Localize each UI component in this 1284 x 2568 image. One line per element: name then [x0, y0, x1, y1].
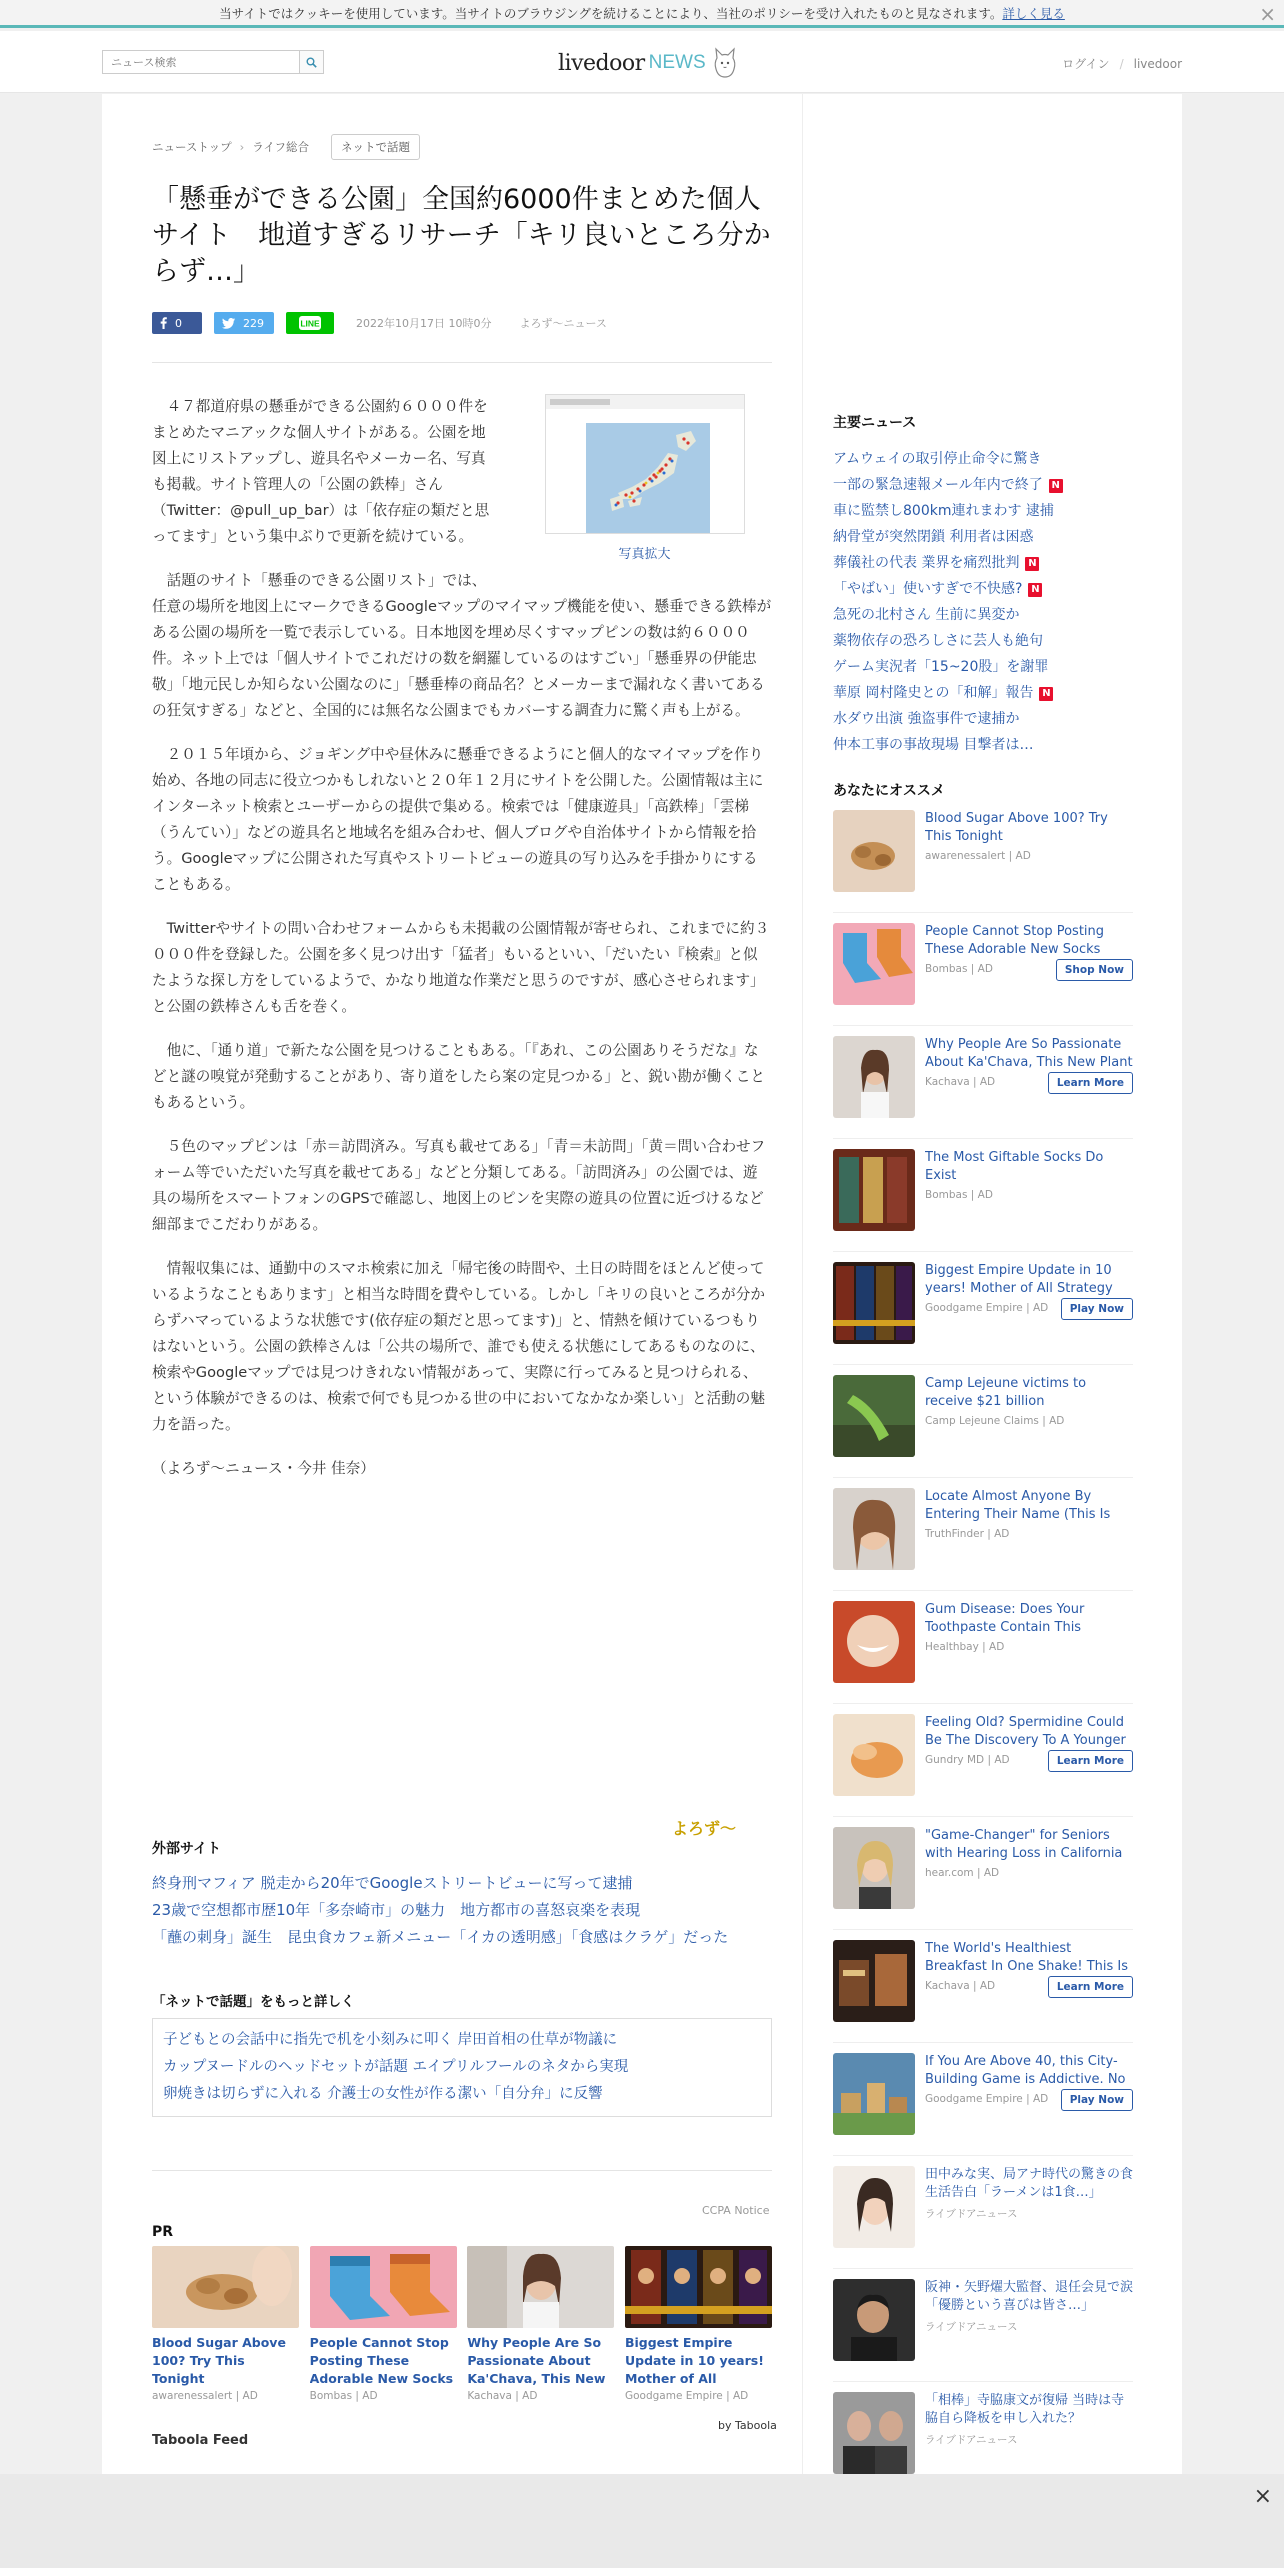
recommend-item[interactable] [833, 2156, 1133, 2269]
recommend-thumbnail[interactable] [833, 1036, 915, 1118]
main-news-item[interactable] [833, 706, 1153, 732]
recommend-title[interactable]: "Game-Changer" for Seniors with Hearing Loss in California [925, 1828, 1123, 1861]
facebook-icon [160, 317, 167, 329]
recommend-thumbnail[interactable] [833, 2279, 915, 2361]
recommend-source: TruthFinder | AD [925, 1528, 1010, 1540]
recommend-thumbnail[interactable] [833, 1714, 915, 1796]
recommend-item[interactable] [833, 1139, 1133, 1252]
article-paragraph: ５色のマップピンは「赤＝訪問済み。写真も載せてある」「青＝未訪問」「黄＝問い合わせフォーム等でいただいた写真を載せてある」などと分類してある。「訪問済み」の公園では、遊具の場所をスマートフォンのGPSで確認し、地図上のピンを実際の遊具の位置に近づけるなど細部までこだわりがある。 [152, 1138, 766, 1233]
recommend-cta-button[interactable]: Learn More [1048, 1072, 1133, 1094]
main-news-text: 薬物依存の恐ろしさに芸人も絶句 [833, 633, 1043, 649]
divider [152, 362, 772, 363]
main-news-item[interactable] [833, 498, 1153, 524]
more-link[interactable]: 卵焼きは切らずに入れる 介護士の女性が作る潔い「自分弁」に反響 [163, 2086, 603, 2102]
main-news-item[interactable] [833, 680, 1153, 706]
recommend-cta-button[interactable]: Play Now [1061, 2089, 1133, 2111]
main-news-item[interactable] [833, 732, 1153, 758]
recommend-item[interactable] [833, 1478, 1133, 1591]
recommend-item[interactable] [833, 2043, 1133, 2156]
livedoor-link[interactable]: livedoor [1133, 57, 1182, 71]
pr-card-title[interactable]: Why People Are So Passionate About Ka'Chava, This New [467, 2335, 606, 2386]
external-sites-heading: 外部サイト [152, 1841, 222, 1857]
search-button[interactable] [299, 51, 323, 73]
logo-news: NEWS [648, 52, 706, 73]
article-paragraph: Twitterやサイトの問い合わせフォームからも未掲載の公園情報が寄せられ、これまでに約３０００件を登録した。公園を多く見つけ出す「猛者」もいるといい、「だいたい『検索』と似たような探し方をしているようで、かなり地道な作業だと思うのですが、感心させられます」と公園の鉄棒さんも舌を巻く。 [152, 920, 770, 1015]
twitter-share-button[interactable] [214, 312, 274, 334]
recommend-source: Bombas | AD [925, 963, 993, 975]
main-news-text: ゲーム実況者「15~20股」を謝罪 [833, 659, 1049, 675]
recommend-source: awarenessalert | AD [925, 850, 1031, 862]
svg-text:LINE: LINE [300, 318, 320, 329]
more-link[interactable]: カップヌードルのヘッドセットが話題 エイプリルフールのネタから実現 [163, 2059, 629, 2075]
search-icon [306, 57, 317, 68]
pr-image-empire [625, 2246, 772, 2328]
main-news-item[interactable] [833, 654, 1153, 680]
recommend-item[interactable] [833, 1591, 1133, 1704]
recommend-thumbnail[interactable] [833, 2392, 915, 2474]
recommend-source: Kachava | AD [925, 1980, 996, 1992]
main-news-item[interactable] [833, 602, 1153, 628]
new-badge: N [1039, 687, 1053, 701]
pr-card-source: Goodgame Empire | AD [624, 2390, 749, 2402]
recommend-cta-button[interactable]: Learn More [1048, 1976, 1133, 1998]
share-bar [152, 312, 607, 334]
new-badge: N [1049, 479, 1063, 493]
recommend-thumbnail[interactable] [833, 810, 915, 892]
external-link[interactable]: 「蘸の刺身」誕生 昆虫食カフェ新メニュー「イカの透明感」「食感はクラゲ」だった [152, 1928, 729, 1946]
recommend-title[interactable]: Locate Almost Anyone By Entering Their Name (This Is [925, 1489, 1111, 1522]
recommend-source: ライブドアニュース [925, 2208, 1018, 2220]
article-paragraph: 話題のサイト「懸垂のできる公園リスト」では、任意の場所を地図上にマークできるGoogleマップのマイマップ機能を使い、懸垂できる鉄棒がある公園の場所を一覧で表示している。日本地図を埋め尽くすマップピンの数は約６０００件。ネット上では「個人サイトでこれだけの数を網羅しているのはすごい」「懸垂界の伊能忠敬」「地元民しか知らない公園なのに」「懸垂棒の商品名？とメーカーまで漏れなく書いてあるの狂気すぎる」などと、全国的には無名な公園までもカバーする調査力に驚く声も上がる。 [152, 572, 772, 719]
article-source: よろず～ニュース [519, 317, 607, 330]
recommend-list [833, 800, 1133, 2495]
recommend-cta-button[interactable]: Play Now [1061, 1298, 1133, 1320]
recommend-thumbnail[interactable] [833, 1940, 915, 2022]
search-input[interactable] [103, 51, 299, 73]
breadcrumb-life[interactable]: ライフ総合 [252, 140, 310, 154]
bottom-ad-bar [0, 2474, 1284, 2568]
recommend-source: Healthbay | AD [925, 1641, 1005, 1653]
more-heading: 「ネットで話題」をもっと詳しく [152, 1994, 355, 2010]
recommend-thumbnail[interactable] [833, 2166, 915, 2248]
main-news-heading: 主要ニュース [833, 415, 917, 431]
recommend-thumbnail[interactable] [833, 1488, 915, 1570]
main-news-text: 「やばい」使いすぎで不快感? [833, 581, 1023, 597]
close-icon[interactable]: × [1253, 2484, 1272, 2509]
main-news-text: 華原 岡村隆史との「和解」報告 [833, 685, 1034, 701]
recommend-title[interactable]: People Cannot Stop Posting These Adorable New Socks [925, 924, 1105, 957]
recommend-thumbnail[interactable] [833, 2053, 915, 2135]
main-news-item[interactable] [833, 628, 1153, 654]
main-news-text: 水ダウ出演 強盗事件で逮捕か [833, 711, 1020, 727]
recommend-thumbnail[interactable] [833, 1601, 915, 1683]
pr-card[interactable] [467, 2246, 614, 2402]
cat-mascot-icon [712, 46, 738, 80]
yorozu-logo-text: よろず～ [672, 1819, 737, 1838]
japan-map-image [546, 395, 745, 534]
article-photo[interactable] [517, 394, 772, 568]
recommend-source: Goodgame Empire | AD [925, 1302, 1049, 1314]
photo-enlarge-link[interactable]: 写真拡大 [618, 547, 671, 562]
pr-image-nuts [152, 2246, 299, 2328]
content-wrapper [102, 94, 1182, 2474]
recommend-source: Kachava | AD [925, 1076, 996, 1088]
pr-card-title[interactable]: Blood Sugar Above 100? Try This Tonight [152, 2335, 286, 2386]
breadcrumb [152, 134, 420, 160]
logo-livedoor: livedoor [558, 50, 645, 76]
pr-card-source: awarenessalert | AD [152, 2390, 258, 2402]
main-news-item[interactable] [833, 446, 1153, 472]
article-paragraph: 情報収集には、通勤中のスマホ検索に加え「帰宅後の時間や、土日の時間をほとんど使っているようなこともあります」と相当な時間を費やしている。しかし「キリの良いところが分からずハマっているような状態です(依存症の類だと思ってます)」と、情熱を傾けているつもりはないという。公園の鉄棒さんは「公共の場所で、誰でも使える状態にしてあるものなのに、検索やGoogleマップでは見つけきれない情報があって、実際に行ってみると見つけられる、という体験ができるのは、検索で何でも見つかる世の中においてなかなか楽しい」と活動の魅力を語った。 [152, 1260, 765, 1433]
main-column [102, 94, 802, 2474]
recommend-item[interactable] [833, 1026, 1133, 1139]
cookie-details-link[interactable]: 詳しく見る [1002, 6, 1065, 21]
recommend-title[interactable]: Biggest Empire Update in 10 years! Mother of All Strategy [925, 1263, 1113, 1296]
recommend-title[interactable]: The World's Healthiest Breakfast In One Shake! This Is [925, 1941, 1128, 1974]
more-links-box [152, 2018, 772, 2117]
header-links [1062, 55, 1182, 72]
recommend-cta-button[interactable]: Learn More [1048, 1750, 1133, 1772]
by-taboola-link[interactable]: by Taboola [718, 2419, 777, 2432]
recommend-title[interactable]: Camp Lejeune victims to receive $21 billion [925, 1376, 1087, 1409]
article-credit: （よろず～ニュース・今井 佳奈） [152, 1460, 375, 1477]
facebook-share-button[interactable] [152, 312, 202, 334]
article-date: 2022年10月17日 10時0分 [356, 317, 492, 330]
recommend-title[interactable]: 「相棒」寺脇康文が復帰 当時は寺脇自ら降板を申し入れた？ [925, 2393, 1125, 2426]
recommend-title[interactable]: Blood Sugar Above 100? Try This Tonight [925, 811, 1108, 844]
breadcrumb-chevron-icon: › [239, 140, 245, 154]
article-body [152, 394, 772, 1500]
search-box [102, 50, 324, 74]
article-paragraph: 他に、「通り道」で新たな公園を見つけることもある。「『あれ、この公園ありそうだな』などと謎の嗅覚が発動することがあり、寄り道をしたら案の定見つかる」と、鋭い勘が働くこともあるという。 [152, 1042, 765, 1111]
recommend-title[interactable]: The Most Giftable Socks Do Exist [925, 1150, 1104, 1183]
cookie-banner [0, 0, 1284, 28]
recommend-thumbnail[interactable] [833, 1827, 915, 1909]
pr-heading: PR [152, 2224, 174, 2240]
login-link[interactable]: ログイン [1062, 57, 1110, 71]
main-news-text: 葬儀社の代表 業界を痛烈批判 [833, 555, 1020, 571]
breadcrumb-news-top[interactable]: ニューストップ [152, 140, 232, 154]
recommend-source: ライブドアニュース [925, 2434, 1018, 2446]
recommend-thumbnail[interactable] [833, 1375, 915, 1457]
recommend-source: hear.com | AD [925, 1867, 1000, 1879]
new-badge: N [1025, 557, 1039, 571]
pr-card-title[interactable]: People Cannot Stop Posting These Adorable New Socks [309, 2335, 454, 2386]
cookie-text: 当サイトではクッキーを使用しています。当サイトのブラウジングを続けることにより、当社のポリシーを受け入れたものと見なされます。 [219, 6, 1003, 21]
recommend-thumbnail[interactable] [833, 1262, 915, 1344]
recommend-title[interactable]: Why People Are So Passionate About Ka'Chava, This New Plant [925, 1037, 1133, 1070]
cookie-close-icon[interactable]: × [1259, 2, 1276, 26]
article-paragraph: ２０１５年頃から、ジョギング中や昼休みに懸垂できるようにと個人的なマイマップを作り始め、各地の同志に役立つかもしれないと２０年１２月にサイトを公開した。公園情報は主にインターネット検索とユーザーからの提供で集める。検索では「健康遊具」「高鉄棒」「雲梯（うんてい）」などの遊具名と地域名を組み合わせ、個人ブログや自治体サイトから情報を拾う。Googleマップに公開された写真やストリートビューの遊具の写り込みを手掛かりにすることもある。 [152, 746, 764, 893]
recommend-item[interactable] [833, 2269, 1133, 2382]
main-news-item[interactable] [833, 472, 1153, 498]
main-news-text: アムウェイの取引停止命令に驚き [833, 451, 1042, 467]
recommend-source: Camp Lejeune Claims | AD [925, 1415, 1065, 1427]
recommend-item[interactable] [833, 1365, 1133, 1478]
header-separator: / [1119, 57, 1124, 71]
sidebar [802, 94, 1182, 2474]
recommend-thumbnail[interactable] [833, 923, 915, 1005]
pr-card[interactable] [625, 2246, 772, 2402]
main-news-text: 車に監禁し800km連れまわす 逮捕 [833, 503, 1054, 519]
pr-card-source: Kachava | AD [467, 2390, 538, 2402]
recommend-title[interactable]: 阪神・矢野燿大監督、退任会見で涙「優勝という喜びは皆さ…」 [925, 2280, 1133, 2313]
external-links [152, 1870, 772, 1951]
facebook-count: 0 [175, 316, 182, 330]
recommend-title[interactable]: Feeling Old? Spermidine Could Be The Discovery To A Younger [925, 1715, 1126, 1748]
article-title: 「懸垂ができる公園」全国約6000件まとめた個人サイト 地道すぎるリサーチ「キリ良いところ分からず…」 [152, 184, 771, 287]
divider [152, 2170, 772, 2171]
recommend-source: Bombas | AD [925, 1189, 993, 1201]
main-news-text: 納骨堂が突然閉鎖 利用者は困惑 [833, 529, 1034, 545]
recommend-title[interactable]: Gum Disease: Does Your Toothpaste Contain This [925, 1602, 1085, 1635]
main-news-item[interactable] [833, 524, 1153, 550]
main-news-text: 急死の北村さん 生前に異変か [833, 607, 1020, 623]
recommend-title[interactable]: If You Are Above 40, this City-Building Game is Addictive. No [925, 2054, 1126, 2087]
pr-card[interactable] [152, 2246, 299, 2402]
taboola-feed-label: Taboola Feed [152, 2433, 249, 2448]
recommend-item[interactable] [833, 1817, 1133, 1930]
line-icon [299, 316, 321, 330]
pr-card-title[interactable]: Biggest Empire Update in 10 years! Mother of All [624, 2335, 764, 2386]
site-logo[interactable] [558, 45, 738, 81]
recommend-source: Gundry MD | AD [925, 1754, 1010, 1766]
main-news-text: 一部の緊急速報メール年内で終了 [833, 477, 1043, 493]
ccpa-notice-link[interactable]: CCPA Notice [702, 2204, 770, 2217]
pr-image-socks [310, 2246, 457, 2328]
recommend-source: ライブドアニュース [925, 2321, 1018, 2333]
pr-grid [152, 2246, 772, 2402]
recommend-item[interactable] [833, 800, 1133, 913]
twitter-count: 229 [243, 316, 264, 330]
main-news-text: 仲本工事の事故現場 目撃者は… [833, 737, 1034, 753]
main-news-list [833, 446, 1153, 758]
external-link[interactable]: 23歳で空想都市歴10年「多奈崎市」の魅力 地方都市の喜怒哀楽を表現 [152, 1901, 641, 1919]
yorozu-logo [672, 1816, 736, 1839]
recommend-thumbnail[interactable] [833, 1149, 915, 1231]
more-link[interactable]: 子どもとの会話中に指先で机を小刻みに叩く 岸田首相の仕草が物議に [163, 2032, 618, 2048]
recommend-heading: あなたにオススメ [833, 783, 945, 799]
pr-image-woman [467, 2246, 614, 2328]
line-share-button[interactable] [286, 312, 334, 334]
site-header [0, 31, 1284, 93]
recommend-source: Goodgame Empire | AD [925, 2093, 1049, 2105]
external-link[interactable]: 終身刑マフィア 脱走から20年でGoogleストリートビューに写って逮捕 [152, 1874, 633, 1892]
recommend-item[interactable] [833, 913, 1133, 1026]
article-paragraph: ４７都道府県の懸垂ができる公園約６０００件をまとめたマニアックな個人サイトがある。公園を地図上にリストアップし、遊具名やメーカー名、写真も掲載。サイト管理人の「公園の鉄棒」さん（Twitter：@pull_up_bar）は「依存症の類だと思ってます」という集中ぶりで更新を続けている。 [152, 398, 490, 545]
map-thumbnail[interactable] [545, 394, 745, 534]
recommend-cta-button[interactable]: Shop Now [1056, 959, 1133, 981]
pr-card[interactable] [310, 2246, 457, 2402]
recommend-title[interactable]: 田中みな実、局アナ時代の驚きの食生活告白「ラーメンは1食…」 [925, 2167, 1133, 2200]
main-news-item[interactable] [833, 576, 1153, 602]
recommend-item[interactable] [833, 1704, 1133, 1817]
category-tag[interactable]: ネットで話題 [331, 134, 420, 160]
recommend-item[interactable] [833, 1252, 1133, 1365]
pr-card-source: Bombas | AD [309, 2390, 378, 2402]
main-news-item[interactable] [833, 550, 1153, 576]
new-badge: N [1028, 583, 1042, 597]
twitter-icon [222, 318, 235, 329]
recommend-item[interactable] [833, 1930, 1133, 2043]
